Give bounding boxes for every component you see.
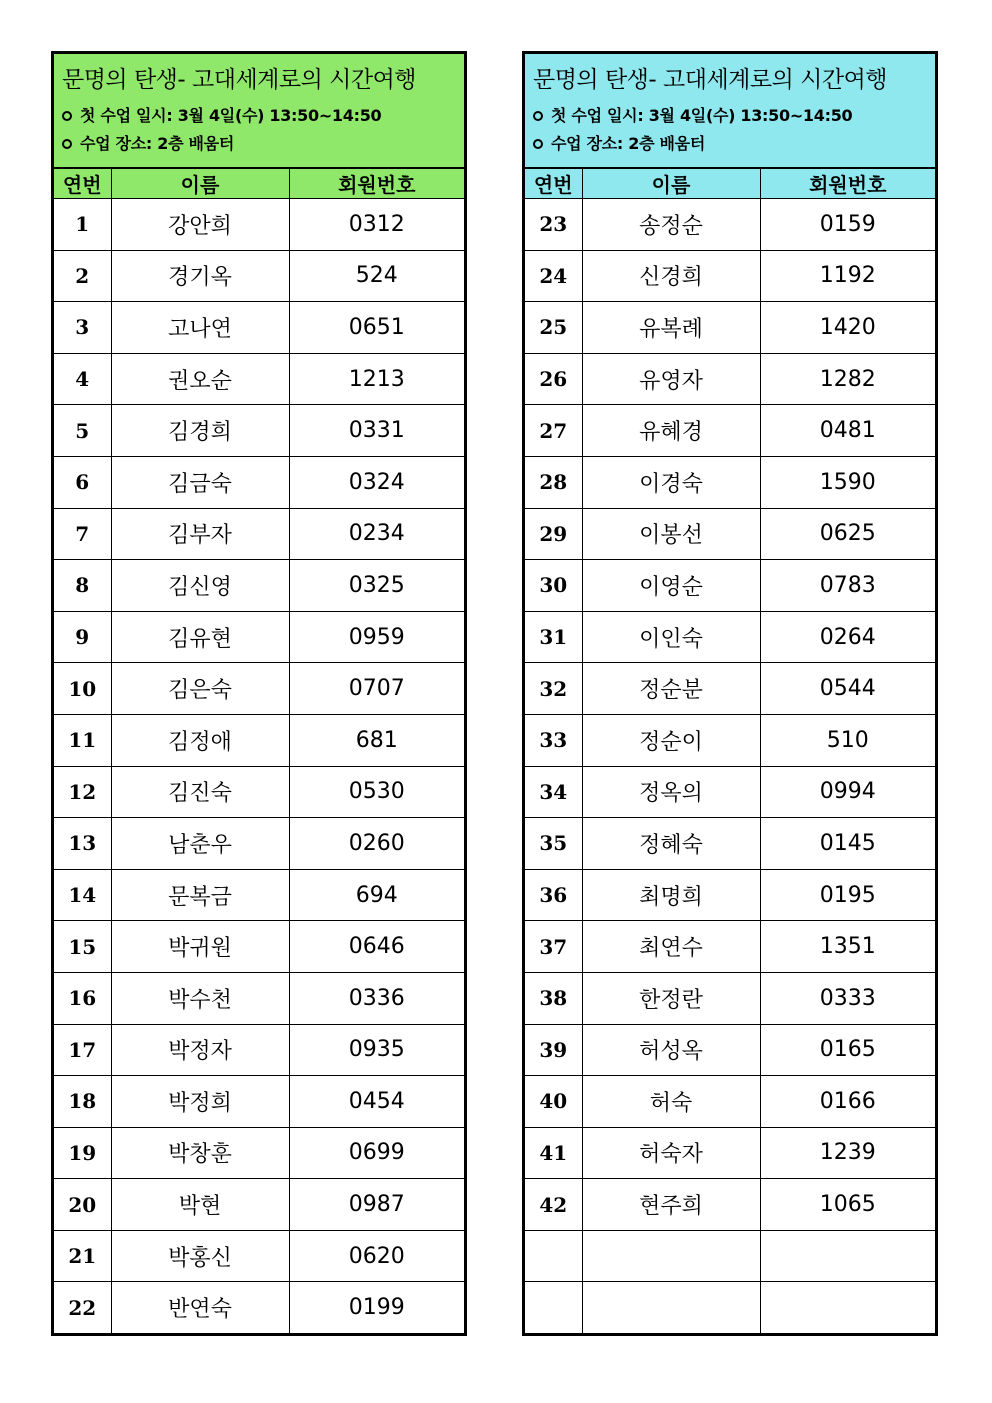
table-row: [54, 1024, 464, 1076]
cell-member-id: 1420: [760, 302, 935, 354]
cell-no: 28: [525, 456, 582, 508]
cell-name: 박수천: [111, 972, 289, 1024]
class-location: 수업 장소: 2층 배움터: [533, 130, 927, 158]
table-row: [525, 199, 935, 251]
cell-member-id: 0959: [289, 611, 464, 663]
cell-member-id: [760, 1282, 935, 1333]
cell-no: 25: [525, 302, 582, 354]
cell-no: 16: [54, 972, 111, 1024]
table-row: [525, 1282, 935, 1333]
table-row: [525, 250, 935, 302]
cell-name: 신경희: [582, 250, 760, 302]
cell-member-id: 0994: [760, 766, 935, 818]
cell-name: 허성옥: [582, 1024, 760, 1076]
cell-name: 유복례: [582, 302, 760, 354]
cell-name: 김정애: [111, 714, 289, 766]
cell-member-id: 510: [760, 714, 935, 766]
cell-member-id: 0651: [289, 302, 464, 354]
table-row: [54, 302, 464, 354]
cell-no: 27: [525, 405, 582, 457]
table-row: [54, 766, 464, 818]
cell-name: 김금숙: [111, 456, 289, 508]
cell-name: 강안희: [111, 199, 289, 251]
table-row: [525, 302, 935, 354]
table-row: [525, 663, 935, 715]
cell-no: 41: [525, 1127, 582, 1179]
table-row: [54, 663, 464, 715]
cell-member-id: 0165: [760, 1024, 935, 1076]
column-header-name: 이름: [111, 169, 289, 199]
table-row: [525, 560, 935, 612]
cell-name: 권오순: [111, 353, 289, 405]
table-row: [525, 611, 935, 663]
cell-member-id: 0987: [289, 1179, 464, 1231]
cell-name: 박홍신: [111, 1230, 289, 1282]
cell-no: [525, 1230, 582, 1282]
cell-no: 36: [525, 869, 582, 921]
cell-name: 정혜숙: [582, 818, 760, 870]
cell-member-id: 0530: [289, 766, 464, 818]
table-row: [525, 921, 935, 973]
table-row: [525, 508, 935, 560]
cell-no: 24: [525, 250, 582, 302]
cell-member-id: 0707: [289, 663, 464, 715]
cell-member-id: 0544: [760, 663, 935, 715]
cell-name: 유영자: [582, 353, 760, 405]
cell-name: 김유현: [111, 611, 289, 663]
cell-name: [582, 1282, 760, 1333]
cell-member-id: 0620: [289, 1230, 464, 1282]
table-row: [54, 1076, 464, 1128]
cell-no: 21: [54, 1230, 111, 1282]
cell-no: 14: [54, 869, 111, 921]
table-row: [54, 611, 464, 663]
cell-member-id: 1192: [760, 250, 935, 302]
table-row: [54, 250, 464, 302]
cell-member-id: 0234: [289, 508, 464, 560]
cell-no: 26: [525, 353, 582, 405]
cell-member-id: 0625: [760, 508, 935, 560]
cell-no: 2: [54, 250, 111, 302]
cell-member-id: 1239: [760, 1127, 935, 1179]
cell-name: 최명희: [582, 869, 760, 921]
table-row: [54, 869, 464, 921]
cell-member-id: 694: [289, 869, 464, 921]
cell-no: 9: [54, 611, 111, 663]
cell-no: 42: [525, 1179, 582, 1231]
cell-no: 5: [54, 405, 111, 457]
table-row: [525, 972, 935, 1024]
cell-name: 박현: [111, 1179, 289, 1231]
cell-member-id: 0159: [760, 199, 935, 251]
cell-name: 한정란: [582, 972, 760, 1024]
roster-left: [51, 51, 467, 1336]
cell-no: 31: [525, 611, 582, 663]
cell-name: 정순분: [582, 663, 760, 715]
cell-no: 35: [525, 818, 582, 870]
cell-name: 김부자: [111, 508, 289, 560]
class-header: [54, 54, 464, 168]
cell-no: 17: [54, 1024, 111, 1076]
hollow-circle-bullet-icon: [533, 139, 543, 149]
table-row: [54, 405, 464, 457]
table-row: [54, 714, 464, 766]
cell-name: 이영순: [582, 560, 760, 612]
cell-name: 유혜경: [582, 405, 760, 457]
table-row: [525, 456, 935, 508]
class-schedule: 첫 수업 일시: 3월 4일(수) 13:50~14:50: [62, 102, 456, 130]
cell-no: 18: [54, 1076, 111, 1128]
cell-no: 37: [525, 921, 582, 973]
cell-no: 11: [54, 714, 111, 766]
table-row: [525, 1179, 935, 1231]
cell-no: 23: [525, 199, 582, 251]
cell-name: 김진숙: [111, 766, 289, 818]
cell-name: 현주희: [582, 1179, 760, 1231]
table-row: [54, 972, 464, 1024]
table-row: [54, 1179, 464, 1231]
class-title: 문명의 탄생- 고대세계로의 시간여행: [62, 67, 417, 93]
table-row: [525, 1024, 935, 1076]
cell-name: 김신영: [111, 560, 289, 612]
cell-member-id: 0145: [760, 818, 935, 870]
cell-member-id: 1065: [760, 1179, 935, 1231]
table-row: [54, 560, 464, 612]
cell-no: 39: [525, 1024, 582, 1076]
cell-member-id: 0454: [289, 1076, 464, 1128]
cell-member-id: 0195: [760, 869, 935, 921]
cell-member-id: 0264: [760, 611, 935, 663]
table-row: [54, 456, 464, 508]
cell-no: 19: [54, 1127, 111, 1179]
table-row: [525, 818, 935, 870]
cell-member-id: 0935: [289, 1024, 464, 1076]
hollow-circle-bullet-icon: [533, 111, 543, 121]
hollow-circle-bullet-icon: [62, 111, 72, 121]
cell-name: 박정희: [111, 1076, 289, 1128]
cell-no: 29: [525, 508, 582, 560]
cell-name: 반연숙: [111, 1282, 289, 1333]
class-location: 수업 장소: 2층 배움터: [62, 130, 456, 158]
cell-member-id: 1351: [760, 921, 935, 973]
cell-no: 6: [54, 456, 111, 508]
table-row: [54, 921, 464, 973]
cell-member-id: 0699: [289, 1127, 464, 1179]
cell-name: 경기옥: [111, 250, 289, 302]
cell-name: 허숙: [582, 1076, 760, 1128]
cell-name: 박귀원: [111, 921, 289, 973]
cell-member-id: 0646: [289, 921, 464, 973]
cell-name: 박정자: [111, 1024, 289, 1076]
hollow-circle-bullet-icon: [62, 139, 72, 149]
cell-name: 정순이: [582, 714, 760, 766]
cell-member-id: 0260: [289, 818, 464, 870]
table-row: [54, 818, 464, 870]
member-table: [525, 168, 935, 1333]
cell-no: 8: [54, 560, 111, 612]
cell-no: 33: [525, 714, 582, 766]
column-header-member-id: 회원번호: [760, 169, 935, 199]
cell-name: 박창훈: [111, 1127, 289, 1179]
cell-name: 김은숙: [111, 663, 289, 715]
table-row: [525, 766, 935, 818]
table-row: [525, 1230, 935, 1282]
cell-no: [525, 1282, 582, 1333]
table-row: [525, 1076, 935, 1128]
cell-name: 이봉선: [582, 508, 760, 560]
cell-no: 10: [54, 663, 111, 715]
cell-member-id: 0331: [289, 405, 464, 457]
column-header-no: 연번: [525, 169, 582, 199]
cell-no: 12: [54, 766, 111, 818]
cell-name: 허숙자: [582, 1127, 760, 1179]
member-table: [54, 168, 464, 1333]
cell-name: 김경희: [111, 405, 289, 457]
cell-no: 38: [525, 972, 582, 1024]
cell-member-id: 0783: [760, 560, 935, 612]
column-header-name: 이름: [582, 169, 760, 199]
cell-no: 7: [54, 508, 111, 560]
cell-name: 문복금: [111, 869, 289, 921]
cell-no: 13: [54, 818, 111, 870]
class-schedule: 첫 수업 일시: 3월 4일(수) 13:50~14:50: [533, 102, 927, 130]
cell-name: 고나연: [111, 302, 289, 354]
table-row: [525, 405, 935, 457]
cell-name: [582, 1230, 760, 1282]
cell-no: 1: [54, 199, 111, 251]
cell-member-id: 0336: [289, 972, 464, 1024]
cell-member-id: 1213: [289, 353, 464, 405]
cell-member-id: 0312: [289, 199, 464, 251]
cell-no: 40: [525, 1076, 582, 1128]
cell-member-id: 1590: [760, 456, 935, 508]
table-row: [54, 353, 464, 405]
cell-no: 30: [525, 560, 582, 612]
table-row: [54, 1127, 464, 1179]
cell-member-id: 524: [289, 250, 464, 302]
column-header-no: 연번: [54, 169, 111, 199]
cell-no: 32: [525, 663, 582, 715]
class-title: 문명의 탄생- 고대세계로의 시간여행: [533, 67, 888, 93]
table-row: [54, 508, 464, 560]
cell-member-id: 0324: [289, 456, 464, 508]
table-row: [525, 1127, 935, 1179]
cell-name: 송정순: [582, 199, 760, 251]
cell-name: 이인숙: [582, 611, 760, 663]
table-row: [525, 714, 935, 766]
cell-member-id: 0166: [760, 1076, 935, 1128]
cell-name: 최연수: [582, 921, 760, 973]
table-row: [54, 199, 464, 251]
table-row: [54, 1230, 464, 1282]
class-header: [525, 54, 935, 168]
cell-no: 15: [54, 921, 111, 973]
column-header-member-id: 회원번호: [289, 169, 464, 199]
cell-member-id: 0199: [289, 1282, 464, 1333]
cell-name: 이경숙: [582, 456, 760, 508]
cell-no: 34: [525, 766, 582, 818]
cell-member-id: 1282: [760, 353, 935, 405]
table-row: [525, 869, 935, 921]
cell-member-id: 0481: [760, 405, 935, 457]
cell-no: 20: [54, 1179, 111, 1231]
cell-member-id: [760, 1230, 935, 1282]
cell-name: 남춘우: [111, 818, 289, 870]
table-row: [525, 353, 935, 405]
table-row: [54, 1282, 464, 1333]
cell-member-id: 681: [289, 714, 464, 766]
roster-right: [522, 51, 938, 1336]
cell-no: 3: [54, 302, 111, 354]
cell-no: 22: [54, 1282, 111, 1333]
cell-member-id: 0333: [760, 972, 935, 1024]
cell-no: 4: [54, 353, 111, 405]
cell-name: 정옥의: [582, 766, 760, 818]
cell-member-id: 0325: [289, 560, 464, 612]
